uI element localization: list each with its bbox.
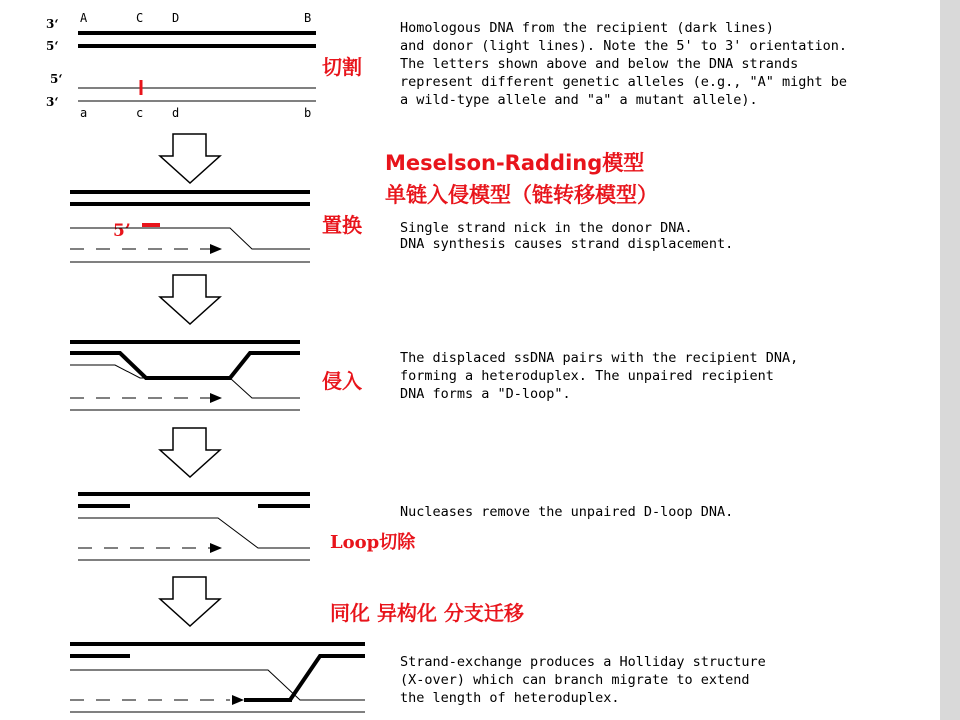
s2-displaced-strand [70, 228, 310, 249]
model-subtitle: 单链入侵模型（链转移模型） [385, 183, 658, 207]
step-2-label: 置换 [322, 213, 362, 237]
step-4-loop-excision [78, 494, 733, 560]
allele-B: B [304, 11, 312, 25]
step-3-desc-line-2: forming a heteroduplex. The unpaired recipient [400, 368, 774, 384]
allele-d: d [172, 106, 180, 120]
step-4-label: Loop切除 [330, 532, 416, 553]
s3-synthesis-arrowhead [210, 393, 222, 403]
s5-synthesis-arrowhead [232, 695, 244, 705]
s2-five-prime-label: 5’ [113, 221, 131, 241]
s5-crossover-light [70, 670, 365, 700]
step-1-desc-line-4: represent different genetic alleles (e.g., "A" might be [400, 74, 848, 90]
allele-C: C [136, 11, 144, 25]
s3-invading-strand [70, 365, 300, 398]
step-5-holliday [70, 644, 766, 712]
end-label-donor-top: 5‘ [50, 72, 63, 86]
allele-a: a [80, 106, 88, 120]
step-1-desc-line-1: Homologous DNA from the recipient (dark lines) [400, 20, 774, 36]
step-1-desc-line-2: and donor (light lines). Note the 5' to 3' orientation. [400, 38, 848, 54]
model-title: Meselson-Radding模型 [385, 151, 645, 175]
allele-b: b [304, 106, 312, 120]
step-1-cut [46, 11, 847, 120]
down-arrow-2 [160, 275, 220, 324]
end-label-recipient-bottom: 5‘ [46, 39, 59, 53]
step-3-invasion [70, 342, 798, 410]
step-1-desc-line-3: The letters shown above and below the DNA strands [400, 56, 799, 72]
down-arrow-4 [160, 577, 220, 626]
end-label-donor-bottom: 3‘ [46, 95, 59, 109]
down-arrow-3 [160, 428, 220, 477]
step-5-desc-line-2: (X-over) which can branch migrate to extend [400, 672, 750, 688]
step-3-desc-line-3: DNA forms a "D-loop". [400, 386, 571, 402]
step-2-desc-line-2: DNA synthesis causes strand displacement. [400, 236, 734, 252]
s2-synthesis-arrowhead [210, 244, 222, 254]
step-3-desc-line-1: The displaced ssDNA pairs with the recipient DNA, [400, 350, 799, 366]
down-arrow-1 [160, 134, 220, 183]
step-1-label: 切割 [322, 55, 362, 79]
s4-synthesis-arrowhead [210, 543, 222, 553]
s5-crossover-heavy [290, 656, 365, 700]
allele-c: c [136, 106, 144, 120]
step-5-desc-line-3: the length of heteroduplex. [400, 690, 620, 706]
step-5-desc-line-1: Strand-exchange produces a Holliday structure [400, 654, 766, 670]
step-5-label: 同化 异构化 分支迁移 [330, 601, 524, 625]
step-1-desc-line-5: a wild-type allele and "a" a mutant allele). [400, 92, 758, 108]
step-4-desc-line-1: Nucleases remove the unpaired D-loop DNA. [400, 504, 734, 520]
allele-A: A [80, 11, 88, 25]
end-label-recipient-top: 3‘ [46, 17, 59, 31]
s4-invading-strand [78, 518, 310, 548]
allele-D: D [172, 11, 180, 25]
scrollbar-track[interactable] [940, 0, 960, 720]
step-3-label: 侵入 [322, 369, 362, 393]
step-2-desc-line-1: Single strand nick in the donor DNA. [400, 220, 693, 236]
